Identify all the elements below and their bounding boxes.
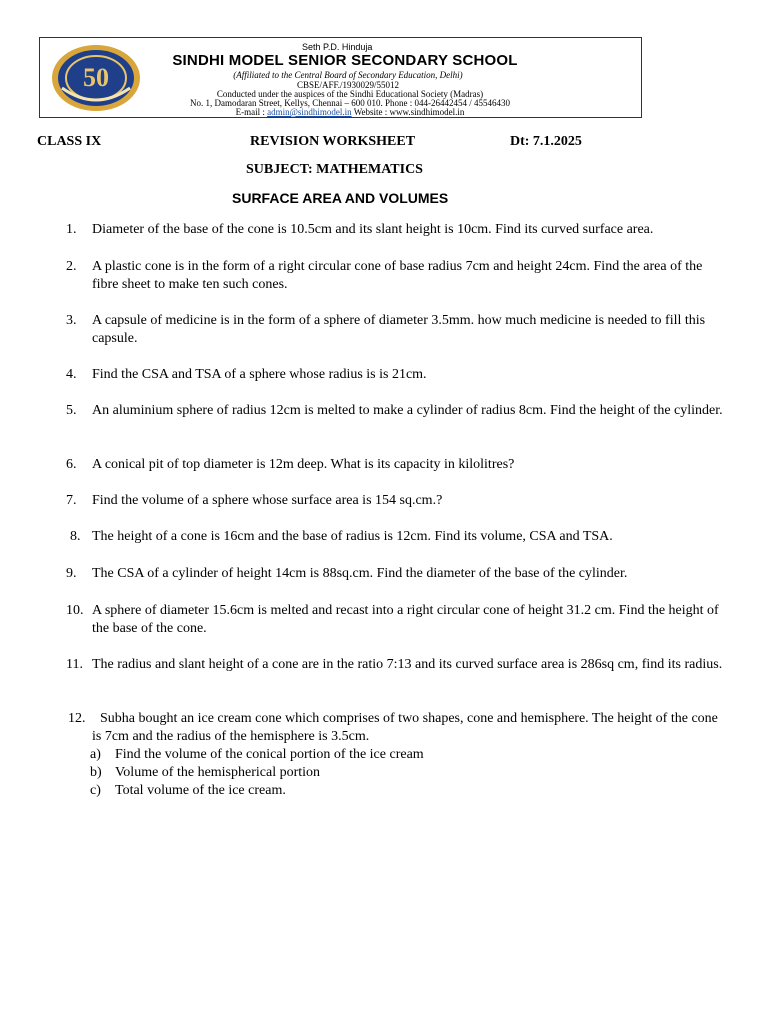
question-item bbox=[66, 456, 726, 474]
question-text: Find the CSA and TSA of a sphere whose radius is is 21cm. bbox=[92, 367, 427, 382]
worksheet-date: Dt: 7.1.2025 bbox=[510, 134, 582, 149]
question-item bbox=[66, 366, 726, 384]
question-number: 10. bbox=[66, 603, 84, 618]
address-line: No. 1, Damodaran Street, Kellys, Chennai – 600 010. Phone : 044-26442454 / 45546430 bbox=[190, 98, 510, 108]
subpart-text: Volume of the hemispherical portion bbox=[115, 765, 321, 780]
question-text: Find the volume of a sphere whose surface area is 154 sq.cm.? bbox=[92, 493, 443, 508]
affiliation-line: (Affiliated to the Central Board of Secondary Education, Delhi) bbox=[233, 70, 463, 80]
question-item bbox=[66, 710, 726, 746]
question-number: 12. bbox=[68, 711, 86, 726]
school-logo-emblem bbox=[48, 42, 144, 114]
question-item bbox=[66, 312, 726, 348]
question-item bbox=[66, 221, 726, 239]
subpart-text: Find the volume of the conical portion of the ice cream bbox=[115, 747, 424, 762]
question-number: 11. bbox=[66, 657, 83, 672]
school-letterhead bbox=[39, 37, 642, 118]
question-item bbox=[66, 258, 726, 294]
subpart-label: c) bbox=[90, 783, 101, 798]
question-text: A sphere of diameter 15.6cm is melted and recast into a right circular cone of height 31.2 cm. Find the height of the base of the cone. bbox=[92, 603, 719, 636]
question-number: 4. bbox=[66, 367, 77, 382]
subpart-text: Total volume of the ice cream. bbox=[115, 783, 286, 798]
question-text: The radius and slant height of a cone are in the ratio 7:13 and its curved surface area is 286sq cm, find its radius. bbox=[92, 657, 723, 672]
logo-number: 50 bbox=[83, 63, 109, 92]
website-text: Website : www.sindhimodel.in bbox=[351, 107, 465, 117]
question-number: 2. bbox=[66, 259, 77, 274]
email-label: E-mail : bbox=[235, 107, 268, 117]
question-number: 1. bbox=[66, 222, 77, 237]
topic-heading: SURFACE AREA AND VOLUMES bbox=[232, 190, 449, 206]
school-name: SINDHI MODEL SENIOR SECONDARY SCHOOL bbox=[172, 52, 518, 69]
subject-label: SUBJECT: MATHEMATICS bbox=[246, 162, 423, 177]
sponsor-line: Seth P.D. Hinduja bbox=[302, 42, 373, 52]
email-link[interactable]: admin@sindhimodel.in bbox=[267, 107, 352, 117]
question-text: A capsule of medicine is in the form of a sphere of diameter 3.5mm. how much medicine is needed to fill this capsule. bbox=[92, 313, 706, 346]
contact-line bbox=[150, 107, 550, 117]
conducted-by-line: Conducted under the auspices of the Sindhi Educational Society (Madras) bbox=[216, 89, 484, 99]
subpart-item bbox=[90, 782, 286, 800]
subpart-item bbox=[90, 746, 424, 764]
question-number: 9. bbox=[66, 566, 77, 581]
question-item bbox=[66, 402, 726, 420]
question-text: A conical pit of top diameter is 12m deep. What is its capacity in kilolitres? bbox=[92, 457, 515, 472]
class-label: CLASS IX bbox=[37, 134, 102, 149]
subpart-item bbox=[90, 764, 320, 782]
subpart-label: b) bbox=[90, 765, 102, 780]
question-number: 3. bbox=[66, 313, 77, 328]
worksheet-title: REVISION WORKSHEET bbox=[250, 134, 416, 149]
subpart-label: a) bbox=[90, 747, 101, 762]
question-number: 6. bbox=[66, 457, 77, 472]
question-text: The height of a cone is 16cm and the base of radius is 12cm. Find its volume, CSA and TSA. bbox=[92, 529, 613, 544]
question-number: 7. bbox=[66, 493, 77, 508]
question-text: Subha bought an ice cream cone which comprises of two shapes, cone and hemisphere. The height of the cone is 7cm and the radius of the hemisphere is 3.5cm. bbox=[92, 711, 718, 744]
question-item bbox=[66, 492, 726, 510]
question-number: 8. bbox=[70, 529, 81, 544]
question-item bbox=[66, 528, 726, 546]
question-text: An aluminium sphere of radius 12cm is melted to make a cylinder of radius 8cm. Find the height of the cylinder. bbox=[92, 403, 723, 418]
question-item bbox=[66, 565, 726, 583]
question-text: The CSA of a cylinder of height 14cm is 88sq.cm. Find the diameter of the base of the cylinder. bbox=[92, 566, 628, 581]
question-number: 5. bbox=[66, 403, 77, 418]
cbse-code: CBSE/AFF./1930029/55012 bbox=[296, 80, 400, 90]
question-item bbox=[66, 656, 726, 674]
question-text: Diameter of the base of the cone is 10.5cm and its slant height is 10cm. Find its curved surface area. bbox=[92, 222, 654, 237]
question-item bbox=[66, 602, 726, 638]
question-text: A plastic cone is in the form of a right circular cone of base radius 7cm and height 24cm. Find the area of the fibre sheet to make ten such cones. bbox=[92, 259, 703, 292]
